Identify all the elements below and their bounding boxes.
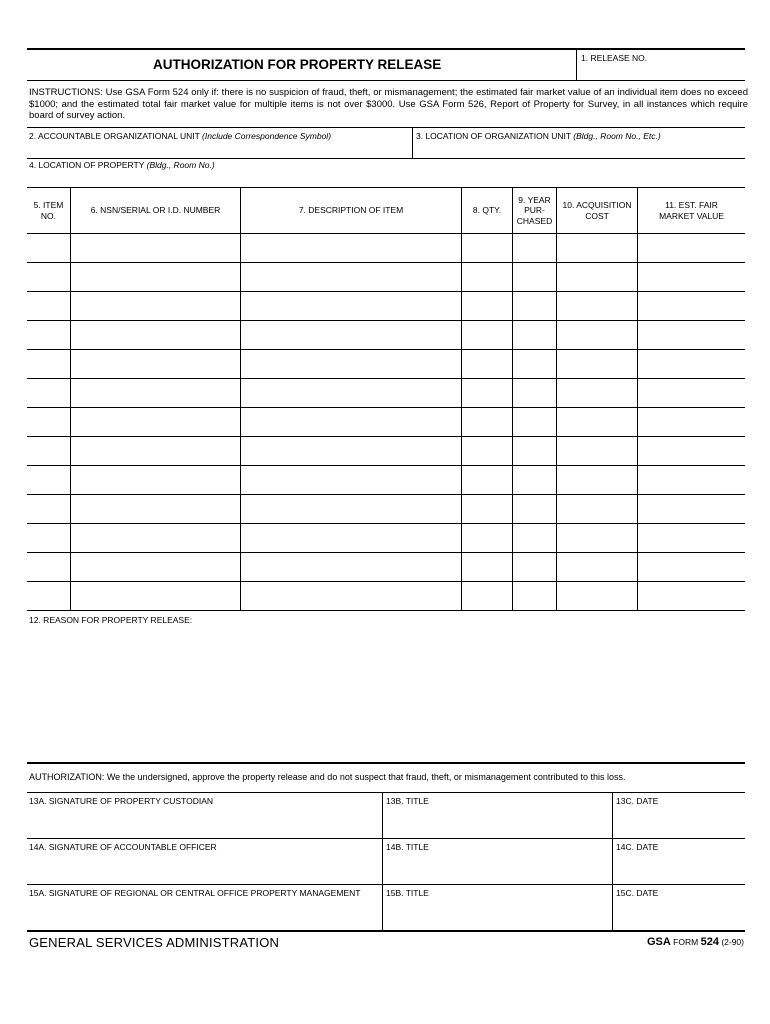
- col-header-description: 7. DESCRIPTION OF ITEM: [298, 205, 404, 216]
- field3-hint: (Bldg., Room No., Etc.): [573, 131, 661, 141]
- col-header-qty: 8. QTY.: [472, 205, 502, 216]
- field2-hint: (Include Correspondence Symbol): [202, 131, 332, 141]
- table-row[interactable]: [27, 292, 745, 320]
- form-number: [647, 936, 744, 948]
- date-13c-label: 13C. DATE: [616, 796, 659, 806]
- sig-14a-field[interactable]: [27, 854, 382, 884]
- sig-15a-label: 15A. SIGNATURE OF REGIONAL OR CENTRAL OFFICE PROPERTY MANAGEMENT: [29, 888, 361, 898]
- authorization-text: AUTHORIZATION: We the undersigned, approve the property release and do not suspect that fraud, theft, or mismanagement contributed to this loss.: [29, 772, 626, 782]
- title-13b-field[interactable]: [383, 808, 612, 838]
- date-14c-field[interactable]: [613, 854, 745, 884]
- col-header-year: 9. YEAR PUR- CHASED: [516, 194, 553, 226]
- release-no-label: 1. RELEASE NO.: [581, 53, 648, 63]
- table-row[interactable]: [27, 524, 745, 552]
- sig-13a-field[interactable]: [27, 808, 382, 838]
- col-header-item-no: 5. ITEM NO.: [33, 200, 64, 221]
- sig-13a-label: 13A. SIGNATURE OF PROPERTY CUSTODIAN: [29, 796, 214, 806]
- table-row[interactable]: [27, 408, 745, 436]
- instructions-text: INSTRUCTIONS: Use GSA Form 524 only if: there is no suspicion of fraud, theft, or mismanagement; the estimated fair market value of an individual item does no exceed $1000; and the estimated total fair market value for multiple items is not over $3000. Use GSA Form 526, Report of Property for Survey, in all instances which require board of survey action.: [29, 87, 748, 122]
- field-location-unit[interactable]: [416, 131, 661, 141]
- table-row[interactable]: [27, 466, 745, 494]
- col-header-nsn: 6. NSN/SERIAL OR I.D. NUMBER: [90, 205, 221, 216]
- field4-label: 4. LOCATION OF PROPERTY: [29, 160, 145, 170]
- date-15c-label: 15C. DATE: [616, 888, 659, 898]
- form-title: AUTHORIZATION FOR PROPERTY RELEASE: [153, 57, 442, 72]
- form-gsa: GSA: [646, 936, 671, 948]
- table-row[interactable]: [27, 582, 745, 610]
- reason-label: 12. REASON FOR PROPERTY RELEASE:: [29, 615, 193, 625]
- title-13b-label: 13B. TITLE: [386, 796, 429, 806]
- title-15b-field[interactable]: [383, 900, 612, 930]
- agency-name: GENERAL SERVICES ADMINISTRATION: [29, 935, 280, 950]
- table-row[interactable]: [27, 321, 745, 349]
- sig-15a-field[interactable]: [27, 900, 382, 930]
- sig-14a-label: 14A. SIGNATURE OF ACCOUNTABLE OFFICER: [29, 842, 217, 852]
- table-row[interactable]: [27, 350, 745, 378]
- field3-label: 3. LOCATION OF ORGANIZATION UNIT: [416, 131, 571, 141]
- table-row[interactable]: [27, 379, 745, 407]
- table-row[interactable]: [27, 553, 745, 581]
- date-13c-field[interactable]: [613, 808, 745, 838]
- form-no: 524: [700, 936, 719, 948]
- field2-label: 2. ACCOUNTABLE ORGANIZATIONAL UNIT: [29, 131, 200, 141]
- table-row[interactable]: [27, 495, 745, 523]
- col-header-fair-value: 11. EST. FAIR MARKET VALUE: [659, 200, 724, 221]
- table-row[interactable]: [27, 263, 745, 291]
- date-14c-label: 14C. DATE: [616, 842, 659, 852]
- form-edition: (2-90): [721, 937, 744, 947]
- date-15c-field[interactable]: [613, 900, 745, 930]
- field-accountable-unit[interactable]: [29, 131, 331, 141]
- reason-field[interactable]: [27, 628, 745, 761]
- table-row[interactable]: [27, 437, 745, 465]
- col-header-acq-cost: 10. ACQUISITION COST: [562, 200, 632, 221]
- field4-hint: (Bldg., Room No.): [146, 160, 215, 170]
- table-row[interactable]: [27, 234, 745, 262]
- field-location-property[interactable]: [29, 160, 215, 170]
- title-14b-field[interactable]: [383, 854, 612, 884]
- title-15b-label: 15B. TITLE: [386, 888, 429, 898]
- title-14b-label: 14B. TITLE: [386, 842, 429, 852]
- form-word: FORM: [673, 937, 699, 947]
